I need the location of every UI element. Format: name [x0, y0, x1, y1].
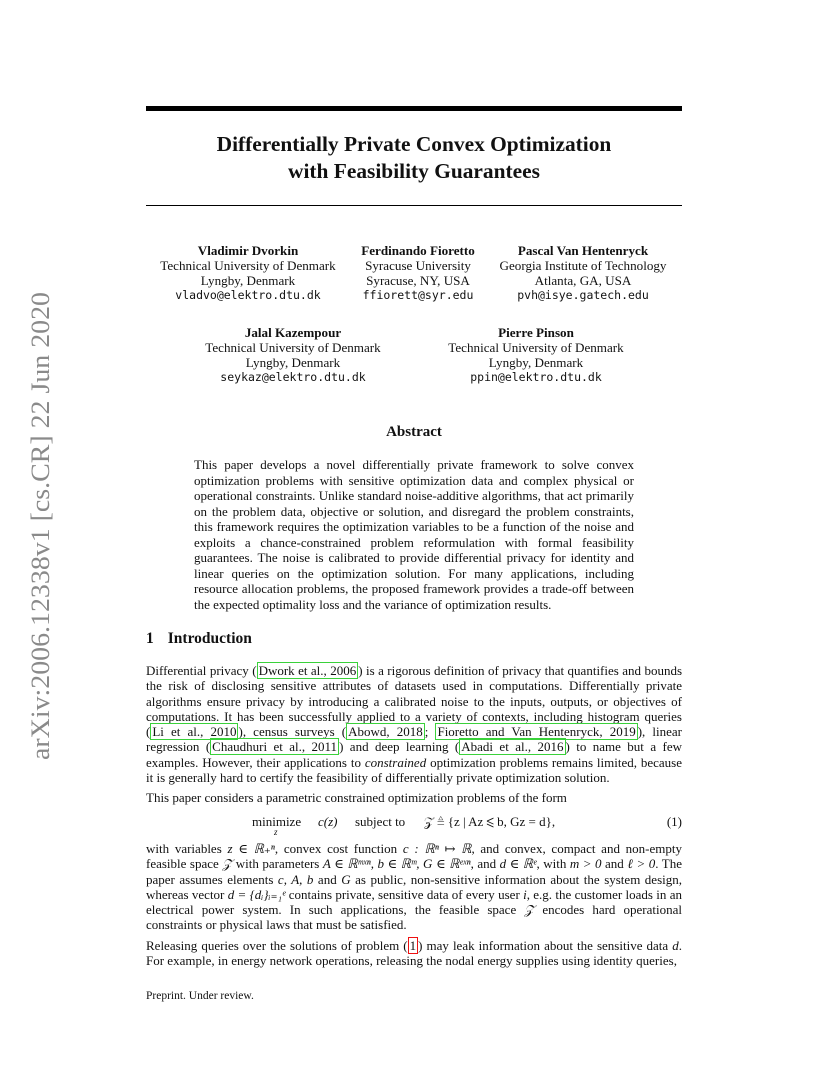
citation-link[interactable]: Chaudhuri et al., 2011 [212, 739, 338, 755]
author-block [196, 325, 390, 385]
citation-link[interactable]: Dwork et al., 2006 [258, 663, 357, 678]
text-run: ), linear regression ( [146, 724, 682, 755]
title-top-rule [146, 106, 682, 111]
equation-minimize: minimize [252, 814, 302, 829]
section-title: Introduction [167, 630, 252, 647]
section-heading [146, 630, 252, 648]
title-line-1: Differentially Private Convex Optimization [216, 132, 612, 156]
author-email[interactable]: ffiorett@syr.edu [362, 288, 474, 302]
author-name: Ferdinando Fioretto [361, 243, 475, 258]
intro-paragraph-4 [146, 938, 682, 969]
text-run: Differential privacy ( [146, 663, 257, 678]
math-inline: c, A, b [277, 871, 314, 887]
equation-constraint: 𝒵 ≜ {z | Az ⩽ b, Gz = d}, [424, 814, 556, 829]
author-block [350, 243, 486, 303]
intro-paragraph-3 [146, 841, 682, 933]
citation-link[interactable]: Fioretto and Van Hentenryck, 2019 [437, 724, 636, 740]
text-run: as public, non-sensitive information about the system design, whereas vector [146, 871, 682, 902]
math-inline: d ∈ ℝᵉ [499, 856, 537, 872]
footer-note: Preprint. Under review. [146, 990, 254, 1002]
text-run: optimization problems remains limited, because it is generally hard to certify the feasibility of differentially private optimization solution. [146, 754, 683, 786]
math-inline: 𝒵 [524, 902, 535, 918]
author-affiliation: Georgia Institute of Technology [499, 258, 667, 273]
author-location: Syracuse, NY, USA [366, 273, 470, 288]
author-location: Lyngby, Denmark [200, 273, 296, 288]
abstract-body: This paper develops a novel differentially private framework to solve convex optimization problems with sensitive optimization data and complex physical or operational constraints. Unlike standard noise-additive algorithms, that act primarily on the problem data, objective or solution, and disregard the problem constraints, this framework requires the optimization variables to be a function of the noise and exploits a chance-constrained problem reformulation with formal feasibility guarantees. The noise is calibrated to provide differential privacy for identity and linear queries on the optimization solution. For many applications, including resource allocation problems, the proposed framework provides a trade-off between the expected optimality loss and the variance of optimization results. [194, 457, 634, 612]
math-inline: d [672, 938, 679, 953]
text-run: encodes hard operational constraints or physical laws that must be satisfied. [146, 902, 682, 933]
text-run: , with [536, 856, 570, 872]
text-run: ) may leak information about the sensitive data [418, 938, 673, 953]
intro-paragraph-2: This paper considers a parametric constrained optimization problems of the form [146, 790, 567, 805]
text-run: ) is a rigorous definition of privacy that quantifies and bounds the risk of disclosing sensitive attributes of datasets used in computations. Differentially private algorithms ensure privacy by introducing a calibrated noise to the inputs, outputs, or objectives of computations. It has been successfully applied to a variety of contexts, including histogram queries ( [146, 663, 683, 740]
author-block [488, 243, 678, 303]
title-line-2: with Feasibility Guarantees [288, 159, 540, 183]
author-email[interactable]: seykaz@elektro.dtu.dk [220, 370, 366, 384]
math-inline: G [341, 871, 351, 887]
emphasis-text: constrained [364, 754, 427, 770]
author-block [148, 243, 348, 303]
math-inline: 𝒵 [222, 856, 233, 872]
equation-number: (1) [666, 814, 682, 829]
equation-subject-to: subject to [355, 814, 406, 829]
author-location: Lyngby, Denmark [245, 355, 341, 370]
text-run: Releasing queries over the solutions of problem ( [146, 938, 408, 953]
abstract-heading: Abstract [386, 424, 442, 440]
text-run: , convex cost function [274, 841, 403, 856]
citation-link[interactable]: Abowd, 2018 [348, 724, 423, 740]
citation-link[interactable]: Li et al., 2010 [152, 724, 237, 740]
text-run: ; [424, 724, 436, 740]
text-run: ), census surveys ( [238, 724, 347, 740]
text-run: , and [470, 856, 500, 872]
text-run: contains private, sensitive data of every user [285, 886, 524, 902]
math-inline: z ∈ ℝ₊ⁿ [227, 841, 275, 856]
author-name: Vladimir Dvorkin [197, 243, 299, 258]
author-affiliation: Technical University of Denmark [448, 340, 624, 355]
text-run: ) to name but a few examples. However, their applications to [146, 739, 682, 770]
author-affiliation: Syracuse University [365, 258, 471, 273]
author-email[interactable]: vladvo@elektro.dtu.dk [175, 288, 321, 302]
author-name: Jalal Kazempour [244, 325, 342, 340]
author-location: Lyngby, Denmark [488, 355, 584, 370]
section-number: 1 [146, 630, 154, 647]
citation-link[interactable]: Abadi et al., 2016 [461, 739, 564, 755]
text-run: , e.g. the customer loads in an electrical power system. In such applications, the feasible space [146, 886, 682, 918]
text-run: . The paper assumes elements [146, 856, 683, 887]
author-location: Atlanta, GA, USA [534, 273, 632, 288]
author-affiliation: Technical University of Denmark [160, 258, 336, 273]
equation-1 [146, 814, 682, 838]
author-affiliation: Technical University of Denmark [205, 340, 381, 355]
math-inline: d = {dᵢ}ᵢ₌₁ᵉ [227, 886, 286, 902]
title-bottom-rule [146, 205, 682, 206]
math-inline: A ∈ ℝᵐˣⁿ, b ∈ ℝᵐ, G ∈ ℝᵉˣⁿ [322, 856, 471, 872]
paper-title [146, 131, 682, 185]
math-inline: m > 0 [569, 856, 602, 872]
equation-reference-link[interactable]: 1 [409, 938, 417, 953]
intro-paragraph-1 [146, 663, 682, 785]
text-run: with variables [146, 841, 228, 856]
text-run: with parameters [232, 856, 323, 872]
arxiv-identifier-text: arXiv:2006.12338v1 [cs.CR] 22 Jun 2020 [26, 323, 55, 760]
author-email[interactable]: pvh@isye.gatech.edu [517, 288, 649, 302]
text-run: and [601, 856, 628, 872]
equation-subscript: z [274, 827, 278, 837]
text-run: , and convex, compact and non-empty feasible space [146, 841, 683, 872]
math-inline: i [523, 886, 527, 902]
author-block [440, 325, 632, 385]
math-inline: ℓ > 0 [627, 856, 656, 872]
author-name: Pierre Pinson [498, 325, 574, 340]
text-run: . For example, in energy network operations, releasing the nodal energy supplies using identity queries, [146, 938, 682, 969]
text-run: ) and deep learning ( [339, 739, 460, 755]
author-email[interactable]: ppin@elektro.dtu.dk [470, 370, 602, 384]
text-run: and [313, 871, 342, 887]
arxiv-identifier-stamp [22, 290, 56, 760]
author-name: Pascal Van Hentenryck [517, 243, 649, 258]
equation-objective: c(z) [318, 814, 338, 829]
math-inline: c : ℝⁿ ↦ ℝ [402, 841, 472, 856]
